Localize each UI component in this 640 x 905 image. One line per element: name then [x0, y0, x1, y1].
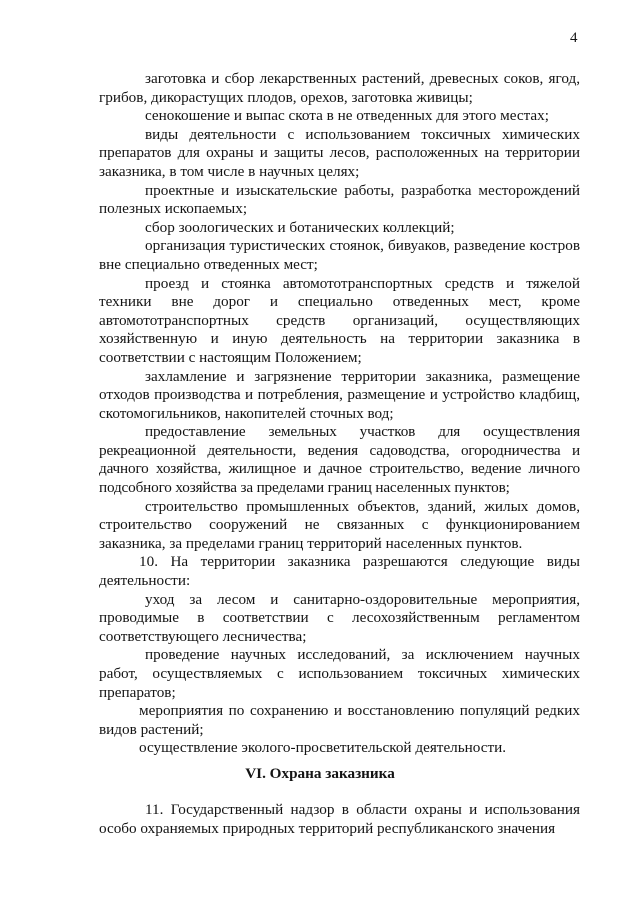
paragraph: сенокошение и выпас скота в не отведенных для этого местах;	[145, 107, 549, 125]
section-heading: VI. Охрана заказника	[245, 765, 395, 782]
page-number: 4	[570, 30, 578, 46]
paragraph: виды деятельности с использованием токсичных химических препаратов для охраны и защиты лесов, расположенных на территории заказника, в том числе в научных целях;	[99, 125, 580, 180]
paragraph: предоставление земельных участков для осуществления рекреационной деятельности, ведения садоводства, огородничества и дачного хозяйства, жилищное и дачное строительство, ведение личного подсобного хозяйства за пределами границ населенных пунктов;	[99, 423, 580, 497]
paragraph: сбор зоологических и ботанических коллекций;	[145, 218, 455, 236]
paragraph: проезд и стоянка автомототранспортных средств и тяжелой техники вне дорог и специально отведенных мест, кроме автомототранспортных средств организаций, осуществляющих хозяйственную и иную деятельность на территории заказника в соответствии с настоящим Положением;	[99, 274, 580, 366]
paragraph: осуществление эколого-просветительской деятельности.	[139, 739, 507, 757]
document-body	[99, 70, 580, 758]
paragraph: уход за лесом и санитарно-оздоровительные мероприятия, проводимые в соответствии с лесохозяйственным регламентом соответствующего лесничества;	[99, 590, 580, 645]
paragraph: 10. На территории заказника разрешаются следующие виды деятельности:	[99, 553, 580, 590]
paragraph: проектные и изыскательские работы, разработка месторождений полезных ископаемых;	[99, 181, 580, 218]
paragraph: проведение научных исследований, за исключением научных работ, осуществляемых с использованием токсичных химических препаратов;	[99, 646, 580, 701]
paragraph: организация туристических стоянок, бивуаков, разведение костров вне специально отведенных мест;	[99, 237, 580, 273]
paragraph: 11. Государственный надзор в области охраны и использования особо охраняемых природных территорий республиканского значения	[99, 801, 580, 837]
paragraph: строительство промышленных объектов, зданий, жилых домов, строительство сооружений не связанных с функционированием заказника, за пределами границ территорий населенных пунктов.	[99, 497, 580, 552]
paragraph: мероприятия по сохранению и восстановлению популяций редких видов растений;	[99, 702, 580, 738]
paragraph: заготовка и сбор лекарственных растений, древесных соков, ягод, грибов, дикорастущих плодов, орехов, заготовка живицы;	[99, 70, 580, 106]
section-body	[99, 801, 580, 838]
paragraph: захламление и загрязнение территории заказника, размещение отходов производства и потребления, размещение и устройство кладбищ, скотомогильников, накопителей сточных вод;	[99, 367, 580, 422]
